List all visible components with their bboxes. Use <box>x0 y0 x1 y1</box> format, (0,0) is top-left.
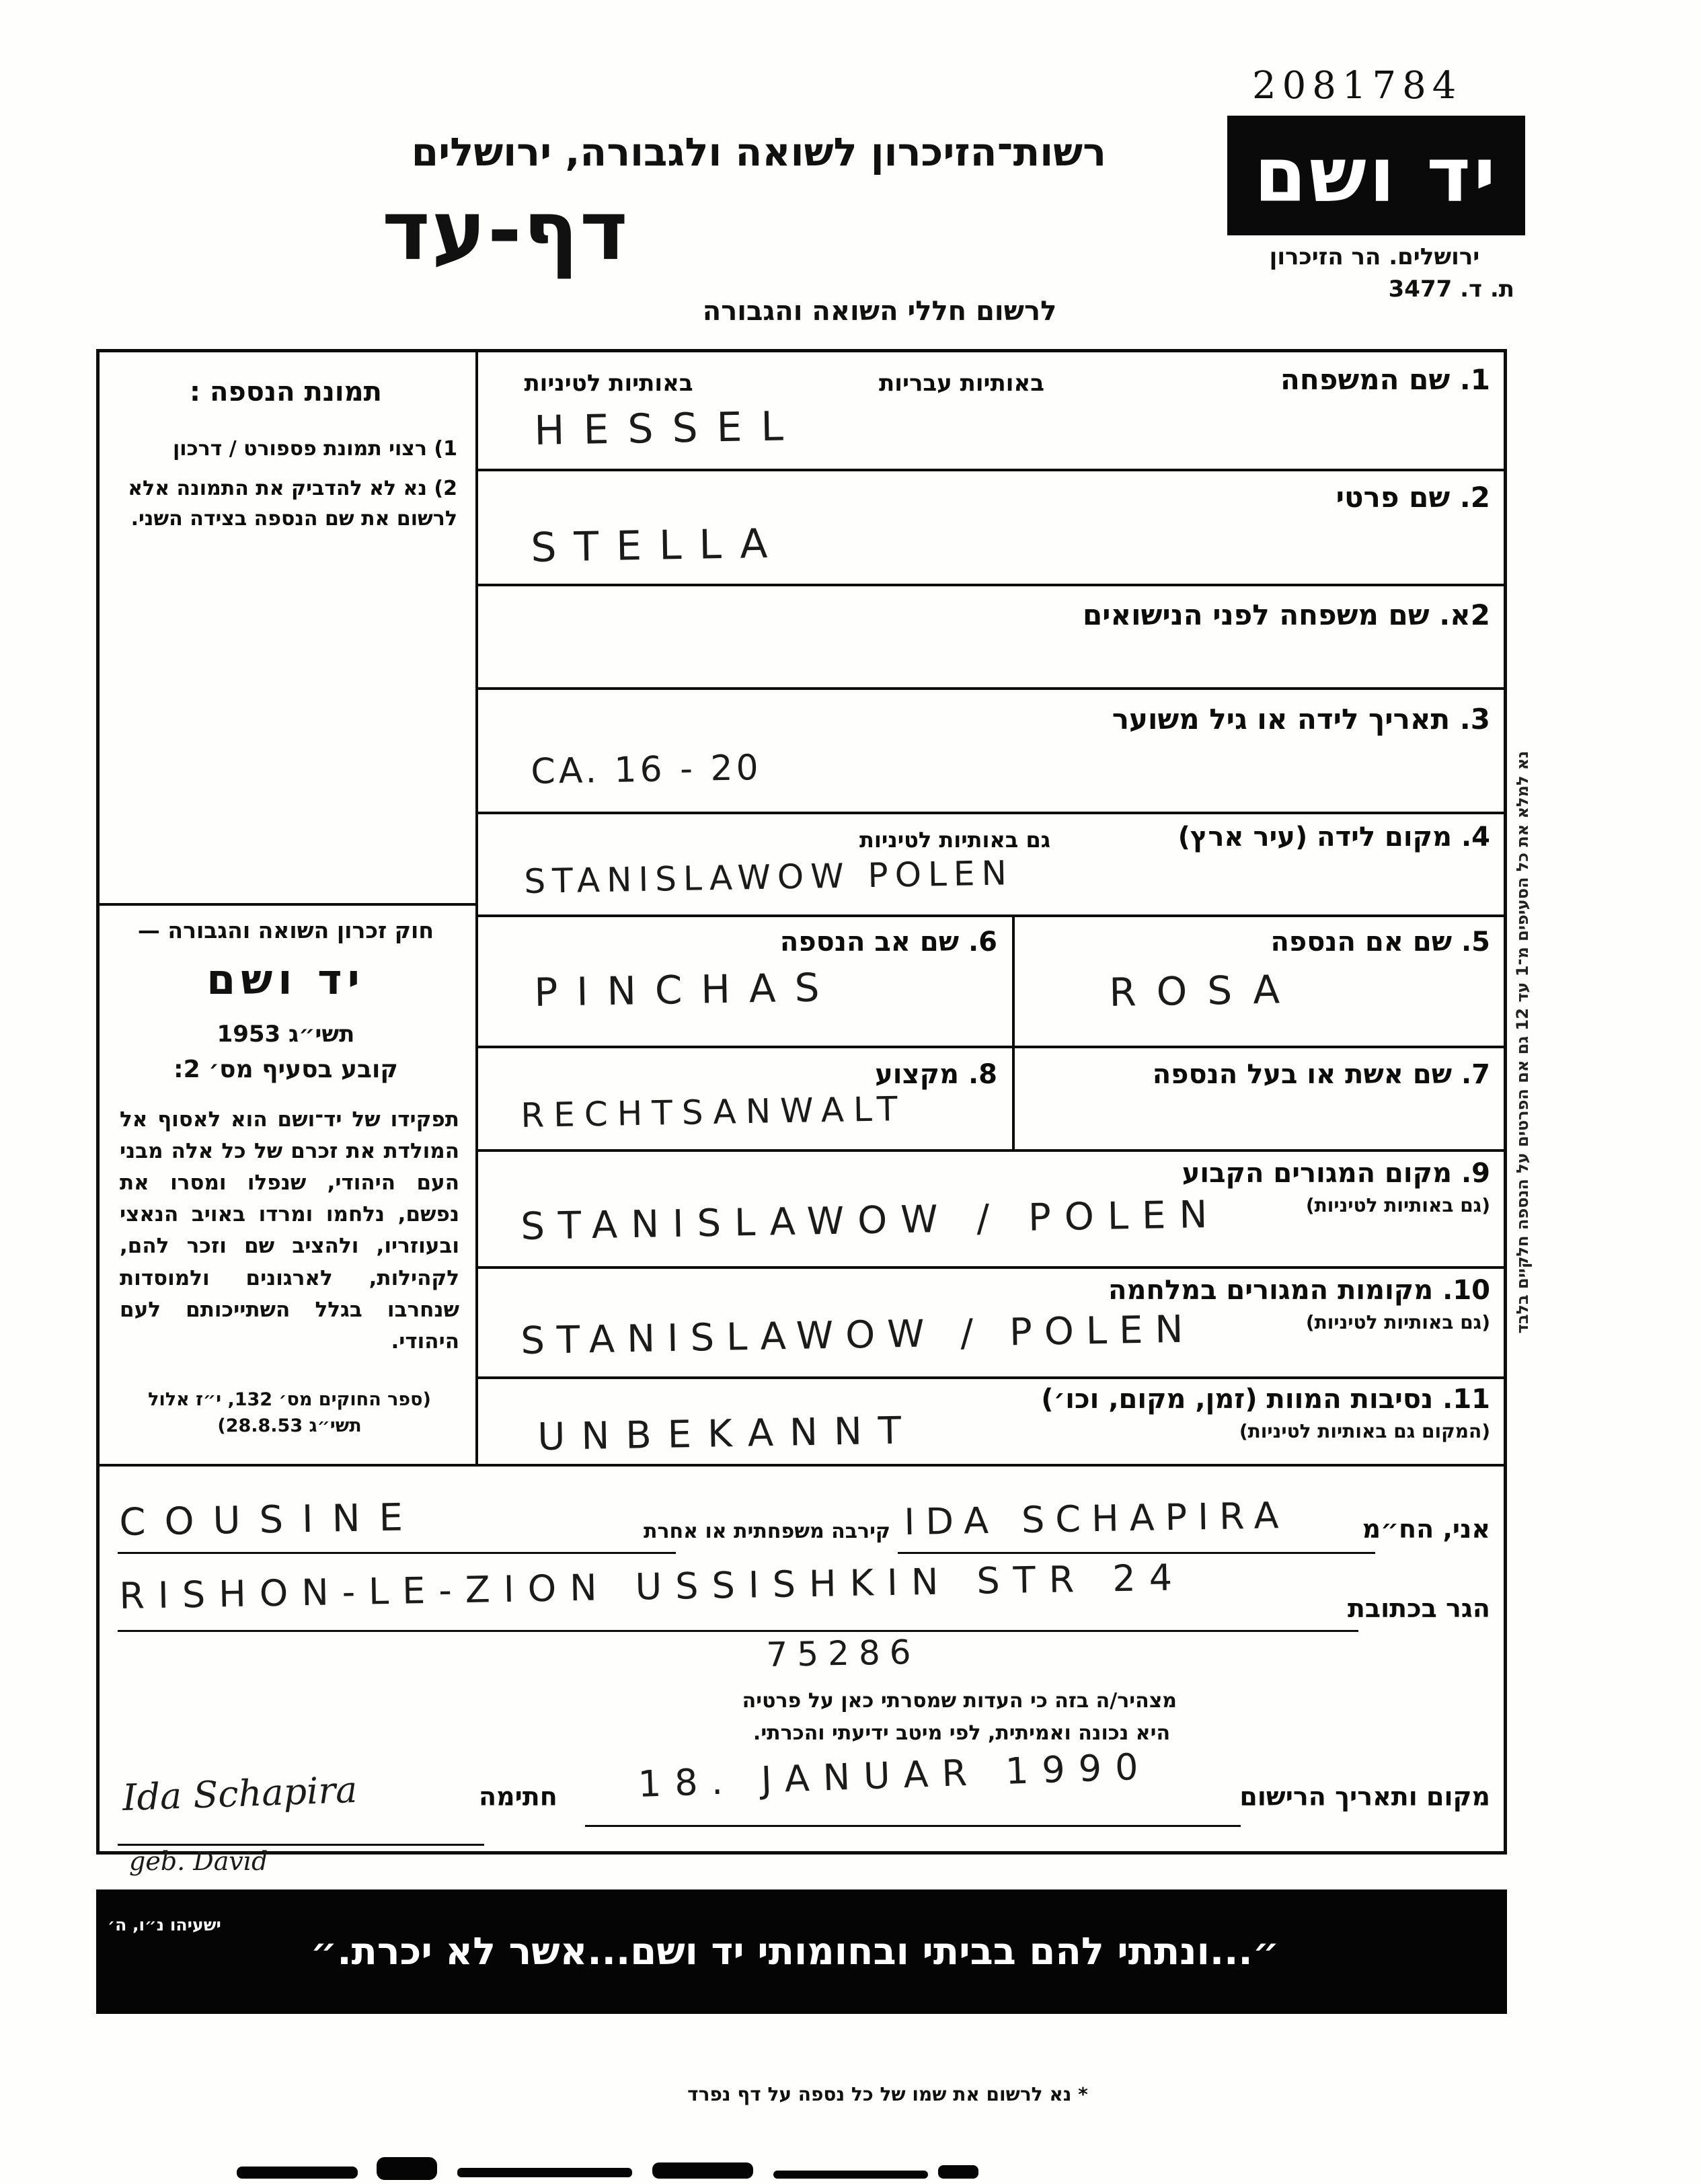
scan-artifact <box>652 2162 753 2179</box>
witness-name-underline <box>898 1552 1375 1554</box>
field-permanent-residence-note: (גם באותיות לטיניות) <box>1305 1194 1490 1216</box>
row-divider <box>475 812 1507 814</box>
scan-artifact <box>457 2168 632 2177</box>
photo-note-2: 2) נא לא להדביק את התמונה אלא לרשום את שם הנספה בצידה השני. <box>128 477 457 531</box>
field-death-circumstances-value: UNBEKANNT <box>537 1409 918 1459</box>
field-family-name-label: 1. שם המשפחה <box>1280 363 1490 396</box>
photo-box-title: תמונת הנספה : <box>190 377 382 407</box>
serial-number: 2081784 <box>1252 64 1463 108</box>
form-subtitle: לרשום חללי השואה והגבורה <box>702 296 1057 327</box>
logo-address-line2: ת. ד. 3477 <box>1388 276 1514 303</box>
field-maiden-name-label: 2א. שם משפחה לפני הנישואים <box>1082 598 1490 631</box>
signature-label: חתימה <box>479 1782 557 1811</box>
field-wartime-residence-value: STANISLAWOW / POLEN <box>520 1307 1196 1363</box>
field-first-name-label: 2. שם פרטי <box>1336 481 1490 514</box>
row-divider <box>475 469 1507 471</box>
field-first-name-value: STELLA <box>530 520 785 572</box>
field-profession-label: 8. מקצוע <box>875 1059 997 1090</box>
witness-name-value: IDA SCHAPIRA <box>903 1494 1290 1543</box>
authority-title: רשות־הזיכרון לשואה ולגבורה, ירושלים <box>411 129 1106 175</box>
form-title: דף-עד <box>382 183 629 278</box>
row-divider <box>475 1266 1507 1269</box>
row-divider <box>475 1046 1507 1048</box>
postal-code-value: 75286 <box>765 1633 921 1674</box>
field-father-name-label: 6. שם אב הנספה <box>779 927 997 958</box>
date-underline <box>585 1825 1241 1827</box>
signature-underline <box>118 1844 484 1846</box>
row-divider <box>475 584 1507 586</box>
field-profession-value: RECHTSANWALT <box>520 1089 908 1135</box>
address-underline <box>118 1630 1358 1632</box>
declaration-statement-line1: מצהיר/ה בזה כי העדות שמסרתי כאן על פרטיה <box>742 1689 1177 1713</box>
scripture-source: ישעיהו נ״ו, ה׳ <box>108 1915 221 1935</box>
field-spouse-name-label: 7. שם אשת או בעל הנספה <box>1152 1059 1490 1090</box>
row-divider <box>475 1376 1507 1379</box>
field-family-name-hebrew-note: באותיות עבריות <box>879 370 1044 397</box>
scripture-quote: ״...ונתתי להם בביתי ובחומותי יד ושם...אשר לא יכרת.״ <box>310 1930 1280 1974</box>
scan-artifact <box>938 2165 978 2179</box>
scan-artifact <box>377 2157 437 2180</box>
field-wartime-residence-label: 10. מקומות המגורים במלחמה <box>1108 1275 1490 1306</box>
undersigned-label: אני, הח״מ <box>1362 1514 1490 1544</box>
yad-vashem-logo-text: יד ושם <box>1253 132 1499 219</box>
field-family-name-value: HESSEL <box>533 403 803 455</box>
field-birth-date-value: CA. 16 - 20 <box>530 748 763 792</box>
column-divider <box>1012 914 1015 1152</box>
address-value: RISHON-LE-ZION USSISHKIN STR 24 <box>118 1556 1186 1617</box>
address-label: הגר בכתובת <box>1347 1594 1490 1623</box>
law-section: קובע בסעיף מס׳ 2: <box>173 1056 398 1083</box>
signature-maiden-name: geb. David <box>129 1846 268 1876</box>
declaration-divider <box>96 1464 1507 1467</box>
field-mother-name-value: ROSA <box>1108 966 1301 1015</box>
field-permanent-residence-label: 9. מקום המגורים הקבוע <box>1182 1158 1490 1189</box>
field-birth-date-label: 3. תאריך לידה או גיל משוער <box>1112 703 1490 736</box>
declaration-statement-line2: היא נכונה ואמיתית, לפי מיטב ידיעתי והכרתי. <box>752 1721 1171 1745</box>
law-citation: (ספר החוקים מס׳ 132, י״ז אלול תשי״ג 28.8.53) <box>148 1389 431 1437</box>
law-body-text: תפקידו של יד־ושם הוא לאסוף אל המולדת את זכרם של כל אלה מבני העם היהודי, שנפלו ומסרו את נפשם, נלחמו ומרדו באויב הנאצי ובעוזריו, ולהציב שם וזכר להם, לקהילות, לארגונים ולמוסדות שנחרבו בגלל השתייכותם לעם היהודי. <box>120 1107 459 1354</box>
relationship-value: COUSINE <box>118 1495 422 1545</box>
vertical-margin-note: נא למלא את כל הסעיפים מ־1 עד 12 גם אם הפרטים על הנספה חלקיים בלבד <box>1513 750 1532 1334</box>
row-divider <box>475 914 1507 917</box>
row-divider <box>475 687 1507 690</box>
photo-law-divider <box>96 903 475 906</box>
scan-artifact <box>773 2171 928 2179</box>
field-birth-place-value: STANISLAWOW POLEN <box>523 853 1014 901</box>
field-birth-place-label: 4. מקום לידה (עיר ארץ) <box>1177 822 1490 853</box>
photo-note-1: 1) רצוי תמונת פספורט / דרכון <box>172 437 457 461</box>
place-date-label: מקום ותאריך הרישום <box>1239 1782 1490 1811</box>
registration-date-value: 18. JANUAR 1990 <box>637 1745 1153 1805</box>
sidebar-divider <box>475 349 478 1467</box>
field-birth-place-latin-note: גם באותיות לטיניות <box>859 827 1051 853</box>
separate-page-note: * נא לרשום את שמו של כל נספה על דף נפרד <box>687 2083 1088 2105</box>
logo-address-line1: ירושלים. הר הזיכרון <box>1269 243 1480 270</box>
row-divider <box>475 1149 1507 1152</box>
field-father-name-value: PINCHAS <box>533 964 839 1015</box>
field-death-circumstances-label: 11. נסיבות המוות (זמן, מקום, וכו׳) <box>1041 1384 1490 1415</box>
signature-value: Ida Schapira <box>122 1768 358 1820</box>
relationship-underline <box>118 1552 676 1554</box>
field-mother-name-label: 5. שם אם הנספה <box>1270 927 1490 958</box>
field-family-name-latin-note: באותיות לטיניות <box>524 370 693 397</box>
law-year: תשי״ג 1953 <box>217 1021 355 1048</box>
law-yad-vashem: יד ושם <box>206 955 365 1004</box>
scripture-banner <box>96 1889 1507 2014</box>
field-permanent-residence-value: STANISLAWOW / POLEN <box>520 1192 1221 1249</box>
field-wartime-residence-note: (גם באותיות לטיניות) <box>1305 1311 1490 1333</box>
yad-vashem-logo <box>1227 116 1525 235</box>
field-death-circumstances-note: (המקום גם באותיות לטיניות) <box>1239 1420 1490 1442</box>
scan-artifact <box>237 2167 358 2179</box>
relationship-label: קירבה משפחתית או אחרת <box>644 1520 890 1543</box>
law-title: חוק זכרון השואה והגבורה — <box>137 917 434 943</box>
